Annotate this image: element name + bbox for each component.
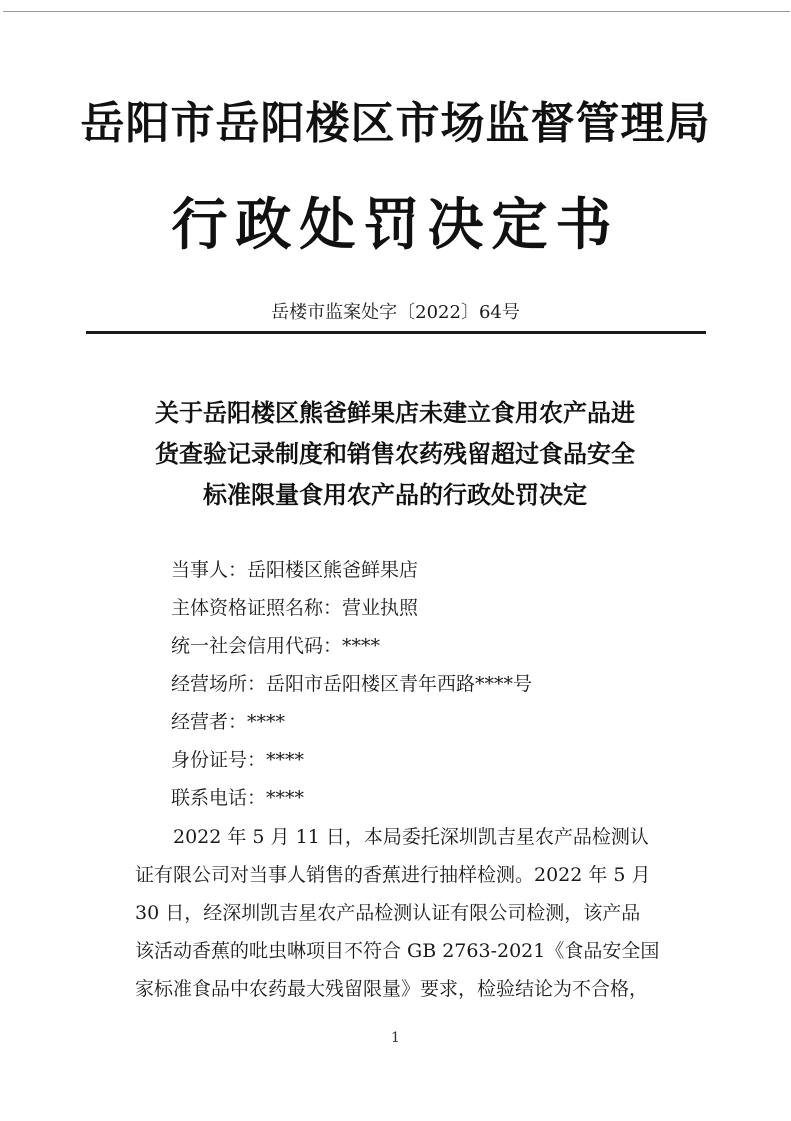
credit-code-line: 统一社会信用代码：****: [171, 635, 381, 657]
business-address-line: 经营场所：岳阳市岳阳楼区青年西路****号: [171, 673, 533, 695]
body-line: 2022 年 5 月 11 日，本局委托深圳凯吉星农产品检测认: [173, 826, 649, 848]
operator-line: 经营者：****: [171, 711, 286, 733]
body-paragraph: [135, 818, 695, 1008]
body-line: 家标准食品中农药最大残留限量》要求，检验结论为不合格，: [135, 978, 649, 1000]
subject-title-line: 货查验记录制度和销售农药残留超过食品安全: [155, 440, 635, 468]
subject-title-line: 标准限量食用农产品的行政处罚决定: [203, 481, 587, 509]
body-line: 该活动香蕉的吡虫啉项目不符合 GB 2763-2021《食品安全国: [135, 940, 660, 962]
subject-title: [100, 393, 690, 516]
scan-edge-line: [3, 11, 790, 12]
page-number: 1: [391, 1030, 400, 1046]
subject-title-line: 关于岳阳楼区熊爸鲜果店未建立食用农产品进: [155, 399, 635, 427]
document-number: 岳楼市监案处字〔2022〕64号: [271, 302, 520, 323]
header-divider: [86, 331, 706, 334]
party-info: [171, 551, 532, 817]
document-type-title: 行政处罚决定书: [171, 193, 620, 258]
party-name-line: 当事人：岳阳楼区熊爸鲜果店: [171, 559, 419, 581]
body-line: 证有限公司对当事人销售的香蕉进行抽样检测。2022 年 5 月: [135, 864, 651, 886]
agency-name: 岳阳市岳阳楼区市场监督管理局: [80, 98, 711, 149]
id-number-line: 身份证号：****: [171, 749, 305, 771]
body-line: 30 日，经深圳凯吉星农产品检测认证有限公司检测，该产品: [135, 902, 641, 924]
phone-line: 联系电话：****: [171, 787, 305, 809]
license-type-line: 主体资格证照名称：营业执照: [171, 597, 419, 619]
